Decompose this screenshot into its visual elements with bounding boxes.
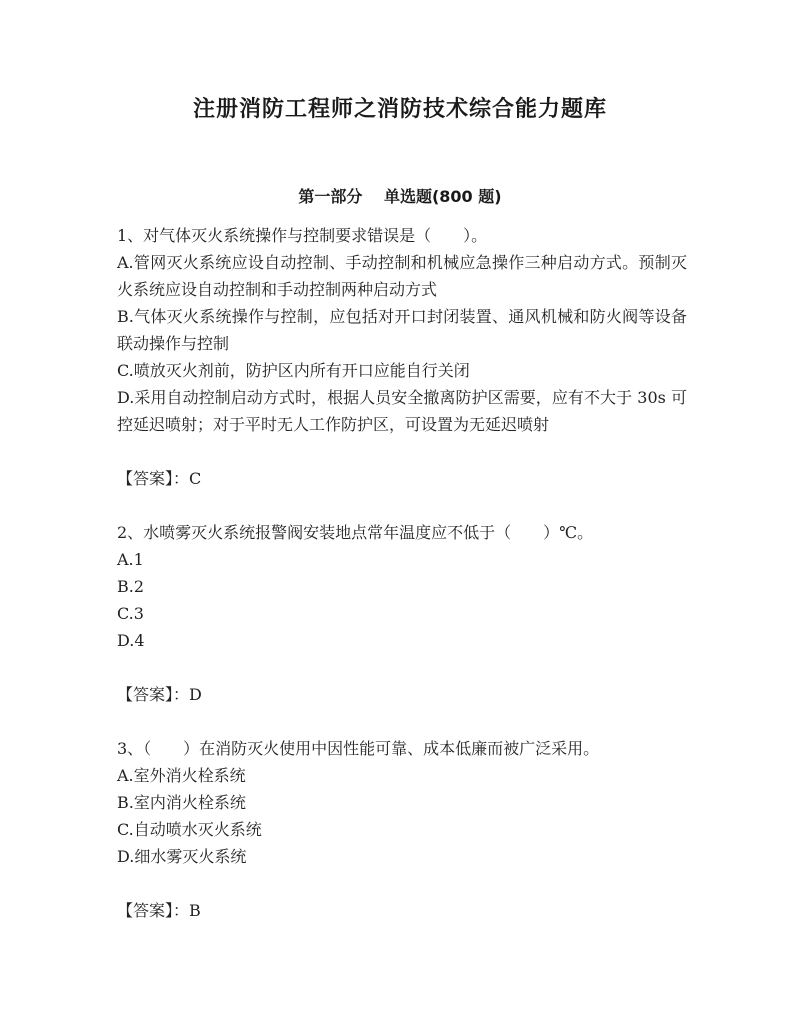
answer-line bbox=[117, 438, 687, 492]
option-b: B.2 bbox=[117, 577, 145, 596]
option-c: C.自动喷水灭火系统 bbox=[117, 820, 262, 839]
question-2 bbox=[117, 519, 687, 708]
option-b: B.气体灭火系统操作与控制，应包括对开口封闭装置、通风机械和防火阀等设备联动操作与控制 bbox=[117, 307, 687, 353]
question-stem: 2、水喷雾灭火系统报警阀安装地点常年温度应不低于（ ）℃。 bbox=[117, 523, 594, 542]
option-a: A.1 bbox=[117, 550, 144, 569]
option-d: D.采用自动控制启动方式时，根据人员安全撤离防护区需要，应有不大于 30s 可控延迟喷射；对于平时无人工作防护区，可设置为无延迟喷射 bbox=[117, 388, 687, 434]
answer-value: B bbox=[189, 901, 201, 920]
question-stem: 1、对气体灭火系统操作与控制要求错误是（ ）。 bbox=[117, 226, 488, 245]
answer-value: C bbox=[189, 469, 202, 488]
answer-label: 【答案】： bbox=[117, 901, 190, 920]
answer-line bbox=[117, 870, 687, 924]
option-d: D.4 bbox=[117, 631, 145, 650]
option-c: C.3 bbox=[117, 604, 144, 623]
question-stem: 3、（ ）在消防灭火使用中因性能可靠、成本低廉而被广泛采用。 bbox=[117, 739, 600, 758]
question-1 bbox=[117, 222, 687, 492]
answer-label: 【答案】： bbox=[117, 469, 190, 488]
option-a: A.管网灭火系统应设自动控制、手动控制和机械应急操作三种启动方式。预制灭火系统应设自动控制和手动控制两种启动方式 bbox=[117, 253, 687, 299]
document-title: 注册消防工程师之消防技术综合能力题库 bbox=[192, 97, 607, 122]
answer-line bbox=[117, 654, 687, 708]
option-b: B.室内消火栓系统 bbox=[117, 793, 246, 812]
question-3 bbox=[117, 735, 687, 924]
option-a: A.室外消火栓系统 bbox=[117, 766, 246, 785]
answer-value: D bbox=[189, 685, 202, 704]
option-c: C.喷放灭火剂前，防护区内所有开口应能自行关闭 bbox=[117, 361, 470, 380]
section-heading: 第一部分 单选题(800 题) bbox=[298, 187, 502, 206]
option-d: D.细水雾灭火系统 bbox=[117, 847, 247, 866]
answer-label: 【答案】： bbox=[117, 685, 190, 704]
question-list bbox=[117, 222, 687, 951]
